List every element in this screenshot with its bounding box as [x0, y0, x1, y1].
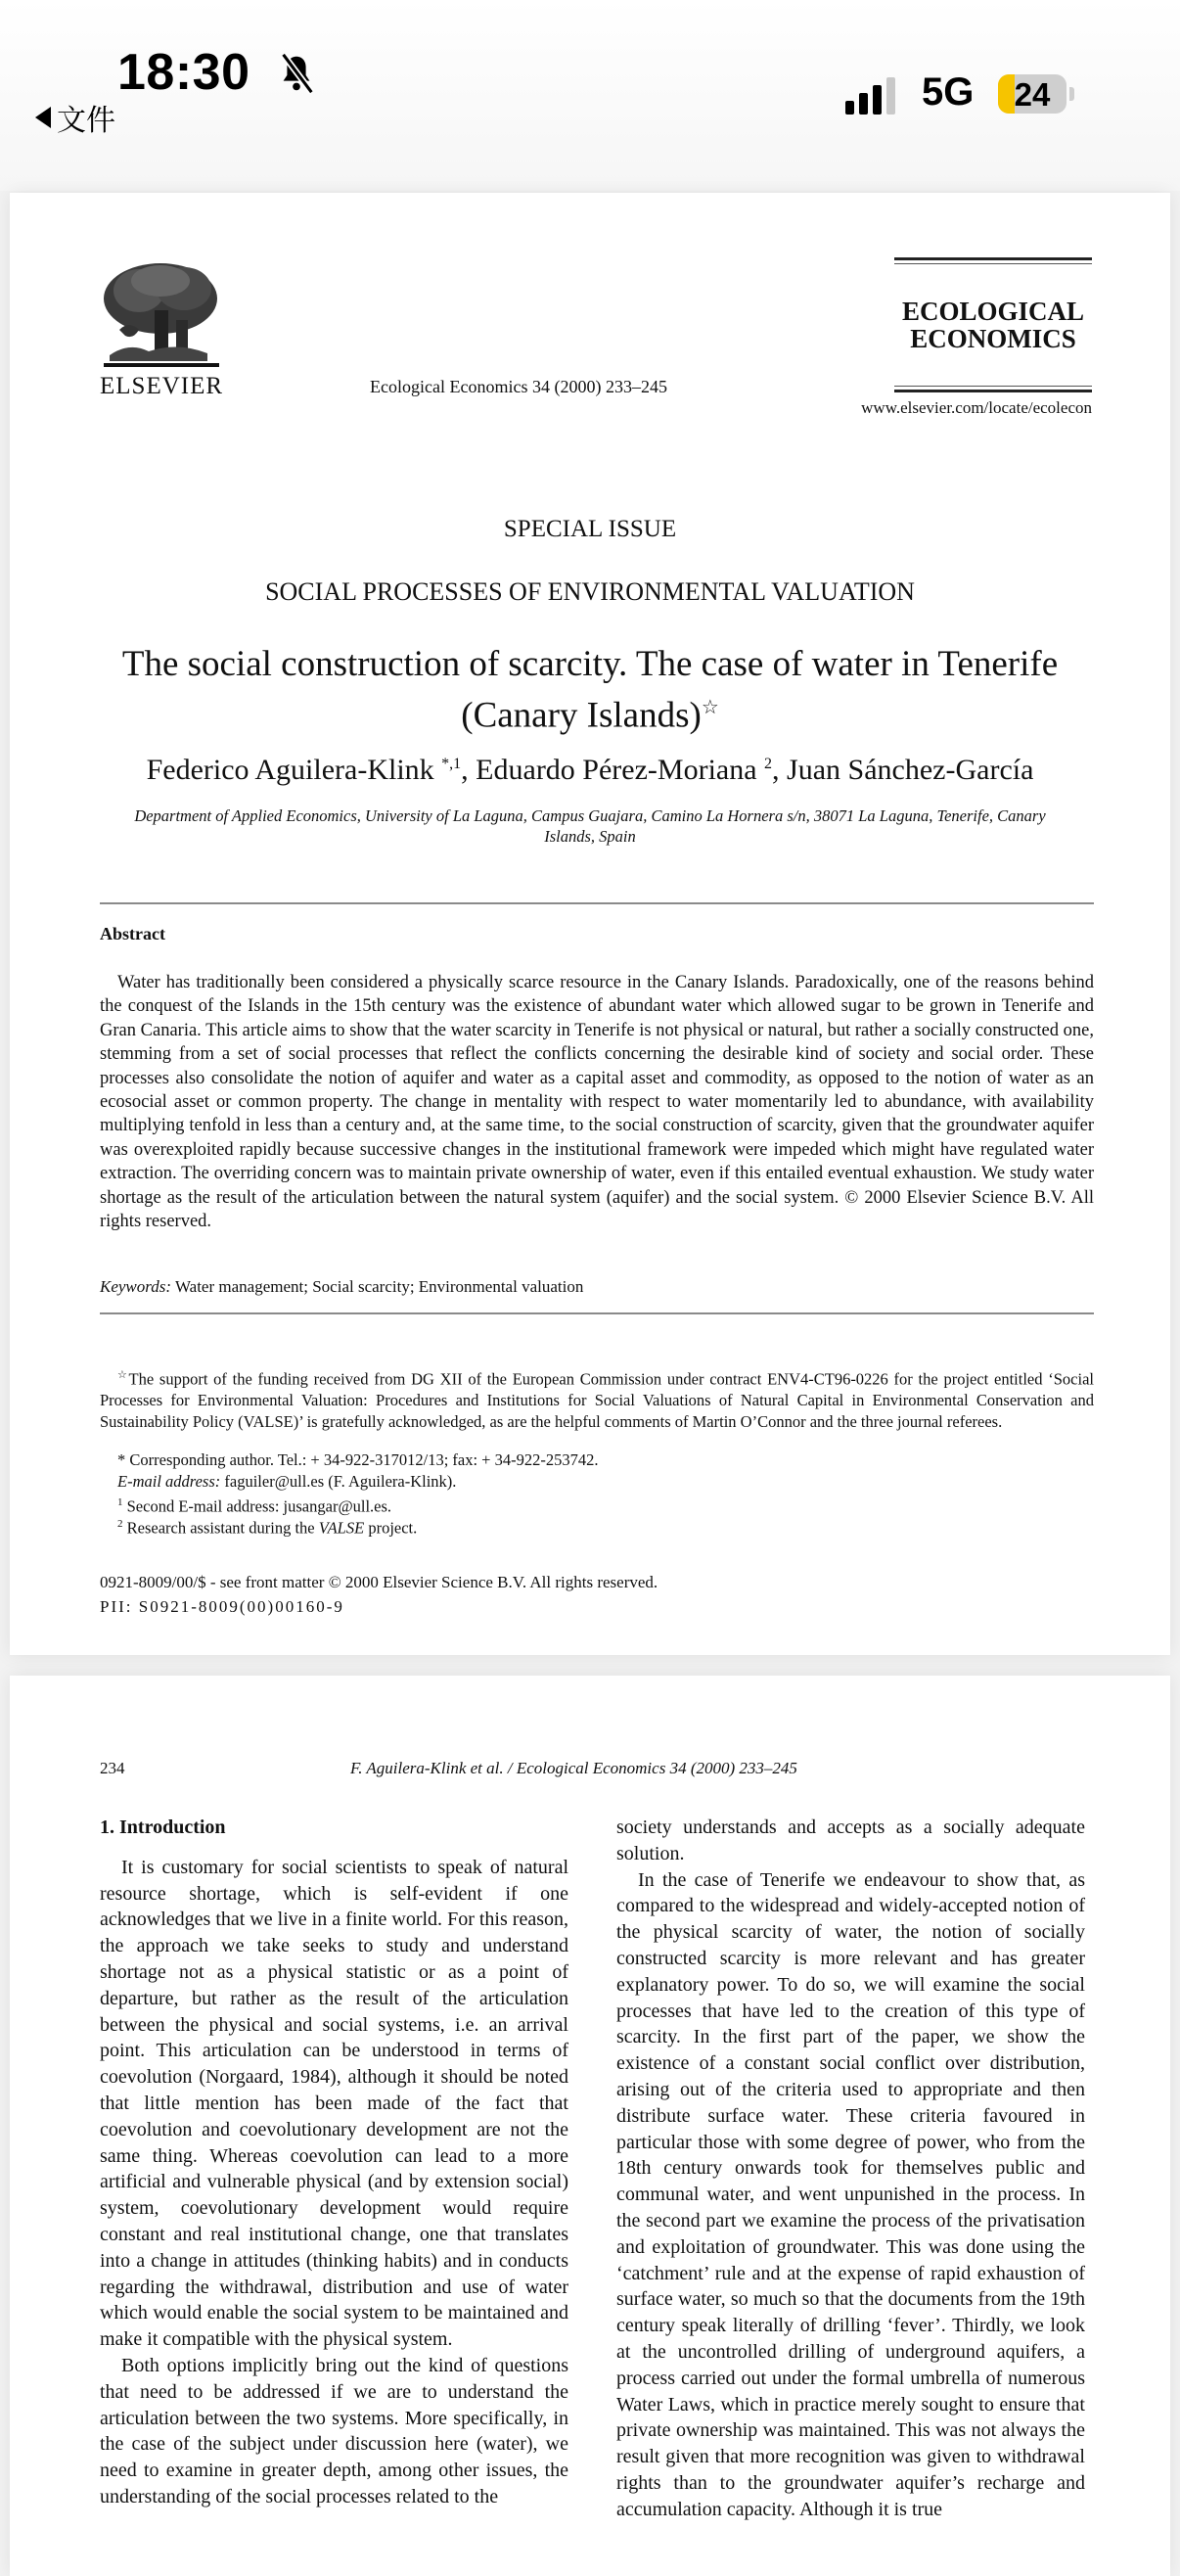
footnote-2-text: Research assistant during the	[126, 1518, 315, 1538]
footnote-corresponding: * Corresponding author. Tel.: + 34-922-317012/13; fax: + 34-922-253742.	[117, 1450, 599, 1469]
footnote-2-text-end: project.	[368, 1518, 418, 1538]
paragraph: It is customary for social scientists to speak of natural resource shortage, which is self-evident if one acknowledges that we live in a finite world. For this reason, the approach we take seeks to study and understand shortage not as a physical statistic or as a point of departure, but rather as the result of the articulation between the physical and social systems, i.e. an arrival point. This articulation can be understood in terms of coevolution (Norgaard, 1984), although it should be noted that little mention has been made of the fact that coevolution and coevolutionary development are not the same thing. Whereas coevolution can lead to a more artificial and vulnerable physical (and by extension social) system, coevolutionary development would require constant and real institutional change, one that translates into a change in attitudes (thinking habits) and in conducts regarding the withdrawal, distribution and use of water which would enable the social system to be maintained and make it compatible with the physical system.	[100, 1856, 568, 2351]
signal-bar	[873, 85, 882, 115]
abstract-heading: Abstract	[100, 924, 165, 943]
abstract-text: Water has traditionally been considered a physically scarce resource in the Canary Islands. Paradoxically, one of the reasons behind the conquest of the Islands in the 15th century was the existence of abundant water which allowed sugar to be grown in Tenerife and Gran Canaria. This article aims to show that the water scarcity in Tenerife is not physical or natural, but rather a socially constructed one, stemming from a set of social processes that reflect the conflicts concerning the desirable kind of society and social order. These processes also consolidate the notion of aquifer and water as a capital asset and commodity, as opposed to the notion of water as an ecosocial asset or common property. The change in mentality with respect to water momentarily led to abundance, with availability multiplying tenfold in less than a century and, at the same time, to the social construction of scarcity, given that the groundwater aquifer was overexploited rapidly because successive changes in the institutional framework were impeded which might have regulated water extraction. The overriding concern was to maintain private ownership of water, even if this entailed eventual exhaustion. We study water shortage as the result of the articulation between the natural system (aquifer) and the social system. © 2000 Elsevier Science B.V. All rights reserved.	[100, 973, 1094, 1232]
masthead-rule-top	[894, 257, 1092, 260]
article-title	[98, 643, 1082, 737]
signal-bar	[845, 101, 854, 115]
paragraph: In the case of Tenerife we endeavour to show that, as compared to the widespread and widely-accepted notion of the physical scarcity of water, the notion of socially constructed scarcity is more relevant and has greater explanatory power. To do so, we will examine the social processes that have led to the creation of this type of scarcity. In the first part of the paper, we show the existence of a constant social conflict over distribution, arising out of the criteria used to appropriate and then distribute surface water. These criteria favoured in particular those with some degree of power, who from the 18th century onwards took for themselves public and communal water, and went unpunished in the process. In the second part we examine the process of the privatisation and exploitation of groundwater. This was done using the ‘catchment’ rule and at the expense of rapid exhaustion of surface water, so much so that the documents from the 19th century speak literally of drilling ‘fever’. Thirdly, we look at the uncontrolled drilling of underground aquifers, a process carried out under the formal umbrella of numerous Water Laws, which in practice merely sought to ensure that private ownership was maintained. This was not always the result given that more recognition was given to withdrawal rights than to the groundwater aquifer’s recharge and accumulation capacity. Although it is true	[616, 1868, 1085, 2520]
author-name: Eduardo Pérez-Moriana	[476, 754, 765, 786]
network-type: 5G	[922, 70, 975, 114]
publisher-name: ELSEVIER	[100, 373, 224, 399]
email-label: E-mail address:	[117, 1472, 221, 1491]
author-list	[98, 754, 1082, 787]
battery-tip	[1069, 87, 1074, 101]
author-footnote-mark[interactable]: *,1	[441, 756, 462, 772]
battery-level: 24	[1014, 76, 1051, 113]
footnote-2	[117, 1514, 417, 1539]
pii-identifier: PII: S0921-8009(00)00160-9	[100, 1597, 344, 1616]
keywords-text: Water management; Social scarcity; Environmental valuation	[174, 1277, 584, 1296]
divider	[100, 1312, 1094, 1314]
journal-url[interactable]: www.elsevier.com/locate/ecolecon	[861, 398, 1092, 417]
pdf-page-2[interactable]	[10, 1676, 1170, 2576]
email-value[interactable]: faguiler@ull.es (F. Aguilera-Klink).	[224, 1472, 457, 1491]
keywords	[100, 1277, 1094, 1297]
keywords-label: Keywords:	[100, 1277, 172, 1296]
footnote-2-emphasis: VALSE	[318, 1518, 365, 1538]
signal-bar	[886, 77, 895, 115]
section-heading: 1. Introduction	[100, 1817, 226, 1838]
issue-theme: SOCIAL PROCESSES OF ENVIRONMENTAL VALUATION	[265, 577, 915, 606]
elsevier-tree-icon	[100, 261, 223, 371]
paragraph: Both options implicitly bring out the kind of questions that need to be addressed if we are to understand the articulation between the two systems. More specifically, in the case of the subject under discussion here (water), we need to examine in greater depth, among other issues, the understanding of the social processes related to the	[100, 2354, 568, 2507]
bell-slash-icon	[274, 51, 319, 96]
status-bar	[0, 0, 1180, 191]
text-column-left	[100, 1815, 568, 2510]
running-title: F. Aguilera-Klink et al. / Ecological Economics 34 (2000) 233–245	[350, 1759, 797, 1777]
special-issue-label: SPECIAL ISSUE	[503, 516, 677, 542]
back-arrow-icon	[35, 107, 51, 128]
author-footnote-mark[interactable]: 2	[764, 756, 773, 772]
journal-name	[894, 298, 1092, 352]
footnote-funding-text: The support of the funding received from DG XII of the European Commission under contract ENV4-CT96-0226 for the project entitled ‘Social Processes for Environmental Valuation: Procedures and Institutions for Social Valuations of Natural Capital in Environmental Conservation and Sustainability Policy (VALSE)’ is gratefully acknowledged, as are the helpful comments of Martin O’Connor and the three journal referees.	[100, 1369, 1094, 1431]
status-time: 18:30	[117, 44, 250, 101]
elsevier-logo	[100, 261, 223, 400]
text-column-right	[616, 1815, 1085, 2523]
journal-citation: Ecological Economics 34 (2000) 233–245	[370, 377, 667, 396]
masthead-rule-top-thin	[894, 263, 1092, 264]
masthead-rule-bottom	[894, 390, 1092, 392]
footnote-email	[117, 1471, 456, 1493]
journal-masthead	[894, 257, 1092, 395]
cellular-signal-icon	[845, 77, 895, 115]
article-title-text: The social construction of scarcity. The case of water in Tenerife (Canary Islands)	[121, 644, 1059, 736]
author-name: Federico Aguilera-Klink	[146, 754, 442, 786]
footnote-funding	[100, 1365, 1094, 1432]
front-matter-notice: 0921-8009/00/$ - see front matter © 2000 Elsevier Science B.V. All rights reserved.	[100, 1573, 658, 1591]
signal-bar	[859, 93, 868, 115]
footnote-star-mark: ☆	[117, 1369, 129, 1381]
affiliation: Department of Applied Economics, University of La Laguna, Campus Guajara, Camino La Hornera s/n, 38071 La Laguna, Tenerife, Canary Islands, Spain	[134, 806, 1046, 846]
author-name: Juan Sánchez-García	[787, 754, 1034, 786]
journal-name-line2: ECONOMICS	[910, 324, 1076, 353]
divider	[100, 902, 1094, 904]
author-separator: ,	[461, 754, 477, 786]
footnote-2-mark: 2	[117, 1518, 123, 1530]
back-label: 文件	[57, 104, 115, 138]
author-separator: ,	[772, 754, 788, 786]
footnote-1-text: Second E-mail address: jusangar@ull.es.	[126, 1496, 392, 1516]
masthead-rule-bottom-thin	[894, 386, 1092, 387]
paragraph: society understands and accepts as a socially adequate solution.	[616, 1817, 1085, 1864]
back-to-files-button[interactable]	[35, 96, 115, 139]
battery-icon	[998, 74, 1067, 114]
journal-name-line1: ECOLOGICAL	[901, 297, 1085, 326]
page-number: 234	[100, 1759, 125, 1777]
pdf-page-1[interactable]	[10, 193, 1170, 1655]
footnote-1-mark: 1	[117, 1496, 123, 1508]
title-footnote-mark[interactable]: ☆	[701, 697, 719, 718]
